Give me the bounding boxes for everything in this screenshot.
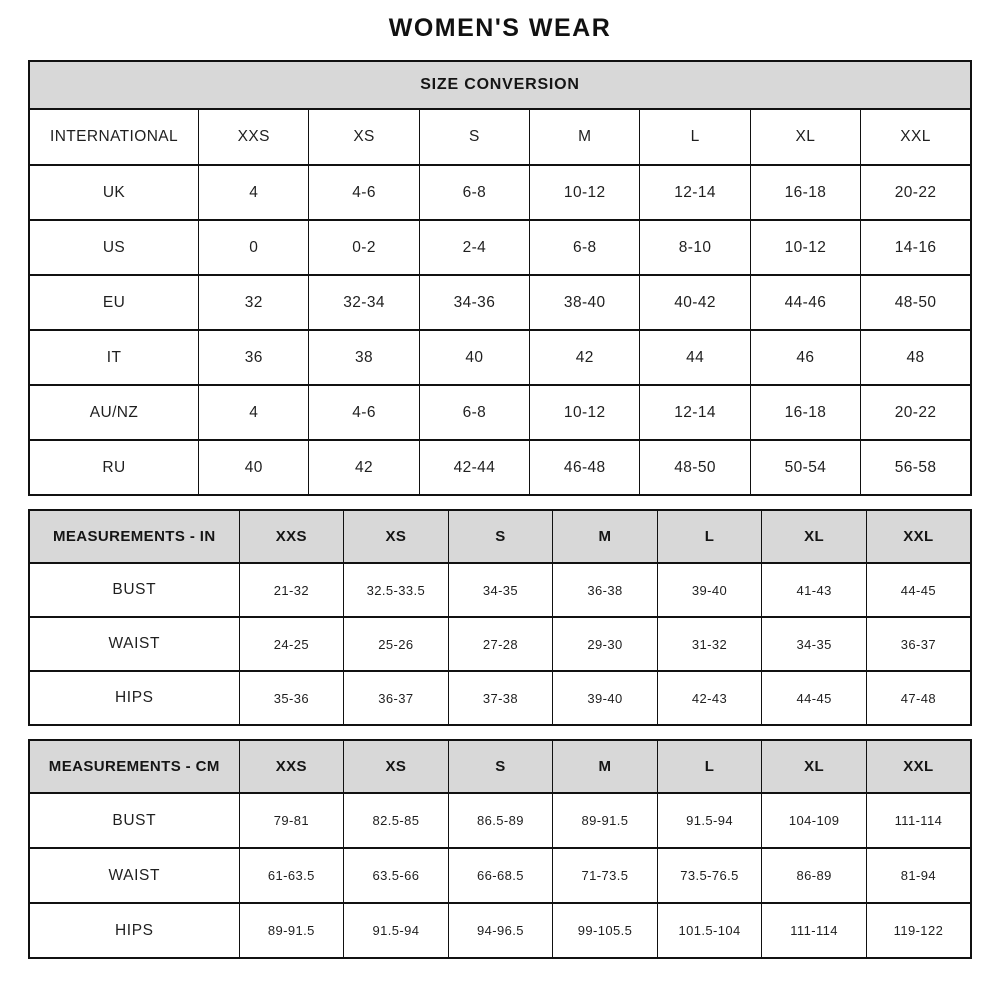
page-title: WOMEN'S WEAR	[388, 14, 612, 42]
size-conversion-table	[28, 60, 972, 496]
table-row	[29, 330, 971, 385]
value-cell: 37-38	[448, 671, 553, 725]
measurements-cm-table	[28, 739, 972, 959]
value-cell: 6-8	[419, 385, 529, 440]
table-row	[29, 275, 971, 330]
row-group-label: MEASUREMENTS - CM	[29, 740, 239, 793]
value-cell: 42-43	[657, 671, 762, 725]
value-cell: 46-48	[530, 440, 640, 495]
value-cell: 94-96.5	[448, 903, 553, 958]
value-cell: 16-18	[750, 165, 860, 220]
value-cell: 20-22	[861, 165, 971, 220]
value-cell: 32.5-33.5	[344, 563, 449, 617]
value-cell: 14-16	[861, 220, 971, 275]
row-label: BUST	[29, 793, 239, 848]
size-column-header: XL	[762, 740, 867, 793]
value-cell: 36-37	[866, 617, 971, 671]
table-gap	[28, 496, 972, 509]
row-label: WAIST	[29, 617, 239, 671]
size-column-header: M	[553, 740, 658, 793]
value-cell: 6-8	[419, 165, 529, 220]
value-cell: 101.5-104	[657, 903, 762, 958]
value-cell: 36-37	[344, 671, 449, 725]
row-label: BUST	[29, 563, 239, 617]
value-cell: 56-58	[861, 440, 971, 495]
row-label: WAIST	[29, 848, 239, 903]
measurements-in-table	[28, 509, 972, 726]
header-row	[29, 740, 971, 793]
size-column-header: L	[640, 109, 750, 165]
value-cell: 39-40	[553, 671, 658, 725]
value-cell: 44	[640, 330, 750, 385]
value-cell: 34-35	[762, 617, 867, 671]
size-column-header: XS	[344, 510, 449, 563]
value-cell: 41-43	[762, 563, 867, 617]
value-cell: 44-46	[750, 275, 860, 330]
value-cell: 2-4	[419, 220, 529, 275]
value-cell: 32-34	[309, 275, 419, 330]
size-column-header: XXS	[239, 510, 344, 563]
value-cell: 12-14	[640, 165, 750, 220]
value-cell: 82.5-85	[344, 793, 449, 848]
value-cell: 71-73.5	[553, 848, 658, 903]
value-cell: 10-12	[530, 165, 640, 220]
value-cell: 48	[861, 330, 971, 385]
value-cell: 0	[199, 220, 309, 275]
value-cell: 48-50	[640, 440, 750, 495]
table-row	[29, 671, 971, 725]
value-cell: 89-91.5	[239, 903, 344, 958]
value-cell: 63.5-66	[344, 848, 449, 903]
value-cell: 16-18	[750, 385, 860, 440]
value-cell: 46	[750, 330, 860, 385]
row-label: AU/NZ	[29, 385, 199, 440]
size-column-header: XXL	[861, 109, 971, 165]
size-column-header: S	[448, 510, 553, 563]
value-cell: 10-12	[750, 220, 860, 275]
size-column-header: XXS	[199, 109, 309, 165]
value-cell: 48-50	[861, 275, 971, 330]
value-cell: 29-30	[553, 617, 658, 671]
value-cell: 42-44	[419, 440, 529, 495]
value-cell: 44-45	[866, 563, 971, 617]
value-cell: 4-6	[309, 165, 419, 220]
value-cell: 89-91.5	[553, 793, 658, 848]
size-column-header: XXS	[239, 740, 344, 793]
value-cell: 0-2	[309, 220, 419, 275]
table-row	[29, 848, 971, 903]
size-column-header: XL	[762, 510, 867, 563]
value-cell: 4	[199, 385, 309, 440]
value-cell: 27-28	[448, 617, 553, 671]
row-label: US	[29, 220, 199, 275]
table-row	[29, 165, 971, 220]
size-column-header: L	[657, 510, 762, 563]
value-cell: 111-114	[762, 903, 867, 958]
row-label: HIPS	[29, 903, 239, 958]
value-cell: 61-63.5	[239, 848, 344, 903]
value-cell: 36	[199, 330, 309, 385]
size-column-header: S	[419, 109, 529, 165]
value-cell: 47-48	[866, 671, 971, 725]
size-column-header: L	[657, 740, 762, 793]
row-label: UK	[29, 165, 199, 220]
value-cell: 104-109	[762, 793, 867, 848]
value-cell: 91.5-94	[657, 793, 762, 848]
value-cell: 20-22	[861, 385, 971, 440]
value-cell: 24-25	[239, 617, 344, 671]
row-label: EU	[29, 275, 199, 330]
row-group-label: MEASUREMENTS - IN	[29, 510, 239, 563]
value-cell: 4	[199, 165, 309, 220]
header-row	[29, 109, 971, 165]
value-cell: 36-38	[553, 563, 658, 617]
value-cell: 81-94	[866, 848, 971, 903]
value-cell: 25-26	[344, 617, 449, 671]
row-label: RU	[29, 440, 199, 495]
table-row	[29, 440, 971, 495]
value-cell: 119-122	[866, 903, 971, 958]
size-column-header: M	[553, 510, 658, 563]
size-column-header: XXL	[866, 510, 971, 563]
value-cell: 111-114	[866, 793, 971, 848]
value-cell: 40	[419, 330, 529, 385]
value-cell: 91.5-94	[344, 903, 449, 958]
size-column-header: M	[530, 109, 640, 165]
table-row	[29, 793, 971, 848]
value-cell: 10-12	[530, 385, 640, 440]
value-cell: 21-32	[239, 563, 344, 617]
value-cell: 73.5-76.5	[657, 848, 762, 903]
value-cell: 42	[309, 440, 419, 495]
value-cell: 6-8	[530, 220, 640, 275]
value-cell: 8-10	[640, 220, 750, 275]
size-column-header: S	[448, 740, 553, 793]
table-row	[29, 385, 971, 440]
value-cell: 79-81	[239, 793, 344, 848]
header-row	[29, 510, 971, 563]
value-cell: 40-42	[640, 275, 750, 330]
value-cell: 38	[309, 330, 419, 385]
value-cell: 66-68.5	[448, 848, 553, 903]
size-column-header: XL	[750, 109, 860, 165]
size-conversion-band	[29, 61, 971, 109]
value-cell: 34-36	[419, 275, 529, 330]
value-cell: 50-54	[750, 440, 860, 495]
value-cell: 34-35	[448, 563, 553, 617]
row-group-label: INTERNATIONAL	[29, 109, 199, 165]
row-label: HIPS	[29, 671, 239, 725]
size-column-header: XS	[344, 740, 449, 793]
value-cell: 4-6	[309, 385, 419, 440]
value-cell: 39-40	[657, 563, 762, 617]
table-row	[29, 220, 971, 275]
table-row	[29, 563, 971, 617]
value-cell: 40	[199, 440, 309, 495]
size-conversion-title: SIZE CONVERSION	[29, 61, 971, 109]
value-cell: 32	[199, 275, 309, 330]
value-cell: 99-105.5	[553, 903, 658, 958]
table-gap	[28, 726, 972, 739]
table-row	[29, 617, 971, 671]
value-cell: 86.5-89	[448, 793, 553, 848]
row-label: IT	[29, 330, 199, 385]
value-cell: 42	[530, 330, 640, 385]
value-cell: 86-89	[762, 848, 867, 903]
value-cell: 44-45	[762, 671, 867, 725]
value-cell: 31-32	[657, 617, 762, 671]
value-cell: 12-14	[640, 385, 750, 440]
table-row	[29, 903, 971, 958]
value-cell: 38-40	[530, 275, 640, 330]
size-column-header: XS	[309, 109, 419, 165]
size-column-header: XXL	[866, 740, 971, 793]
value-cell: 35-36	[239, 671, 344, 725]
